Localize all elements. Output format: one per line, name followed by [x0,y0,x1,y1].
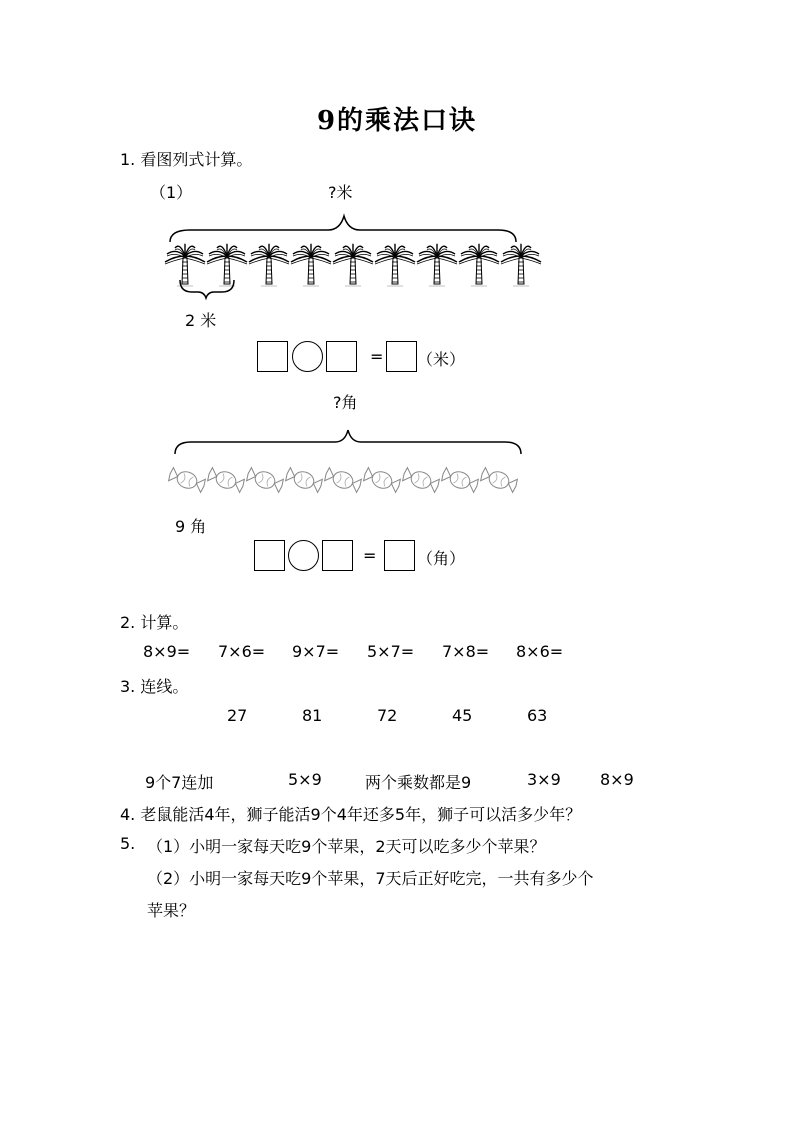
palm-tree-icon [333,244,373,286]
match-number[interactable]: 81 [302,706,323,725]
q1-sub2-unit: （角） [417,549,466,568]
palm-tree-icon [375,244,415,286]
q1-sub1-label: （1） [150,183,193,202]
q2-label: 2. 计算。 [120,613,189,632]
candy-icon [284,466,323,493]
match-expression[interactable]: 两个乘数都是9 [365,773,472,792]
candy-icon [245,466,284,493]
q1-sub2-question: ?角 [333,393,358,412]
match-number[interactable]: 45 [452,706,473,725]
palm-tree-row [165,244,541,286]
match-expression[interactable]: 9个7连加 [145,773,214,792]
answer-box[interactable] [257,341,288,372]
q5-label: 5. [120,834,136,853]
palm-tree-icon [501,244,541,286]
calc-item: 7×6= [218,642,266,661]
candy-row [167,466,518,493]
palm-tree-icon [417,244,457,286]
q5-line3: 苹果？ [147,901,196,920]
match-number[interactable]: 27 [227,706,248,725]
q3-label: 3. 连线。 [120,677,189,696]
palm-tree-icon [207,244,247,286]
operator-circle[interactable] [288,540,319,571]
palm-tree-icon [165,244,205,286]
operator-circle[interactable] [292,341,323,372]
palm-tree-icon [459,244,499,286]
candy-icon [362,466,401,493]
candy-figure [165,420,535,500]
answer-box[interactable] [384,540,415,571]
q1-label: 1. 看图列式计算。 [120,150,253,169]
calc-item: 8×6= [516,642,564,661]
candy-icon [479,466,518,493]
equals-sign: = [370,347,384,366]
calc-item: 7×8= [442,642,490,661]
q1-sub1-question: ?米 [328,183,353,202]
answer-box[interactable] [322,540,353,571]
q5-line2: （2）小明一家每天吃9个苹果，7天后正好吃完，一共有多少个 [147,869,594,888]
candy-icon [323,466,362,493]
q4-text: 4. 老鼠能活4年，狮子能活9个4年还多5年，狮子可以活多少年？ [120,805,582,824]
match-number[interactable]: 63 [527,706,548,725]
candy-brace [175,430,521,454]
q1-sub1-unit: （米） [417,350,466,369]
calc-item: 8×9= [143,642,191,661]
answer-box[interactable] [386,341,417,372]
candy-icon [167,466,206,493]
candy-icon [440,466,479,493]
match-expression[interactable]: 8×9 [600,770,634,789]
q1-sub2-each: 9 角 [175,517,207,536]
answer-box[interactable] [326,341,357,372]
calc-item: 5×7= [367,642,415,661]
equals-sign: = [363,546,377,565]
palm-tree-figure [160,200,560,310]
palm-tree-icon [291,244,331,286]
top-brace [170,216,516,242]
match-expression[interactable]: 5×9 [288,770,322,789]
candy-icon [401,466,440,493]
page-title: 9的乘法口诀 [316,106,478,136]
answer-box[interactable] [254,540,285,571]
calc-item: 9×7= [292,642,340,661]
q1-sub1-gap: 2 米 [185,311,217,330]
match-expression[interactable]: 3×9 [527,770,561,789]
palm-tree-icon [249,244,289,286]
candy-icon [206,466,245,493]
match-number[interactable]: 72 [377,706,398,725]
q5-line1: （1）小明一家每天吃9个苹果，2天可以吃多少个苹果？ [147,837,546,856]
